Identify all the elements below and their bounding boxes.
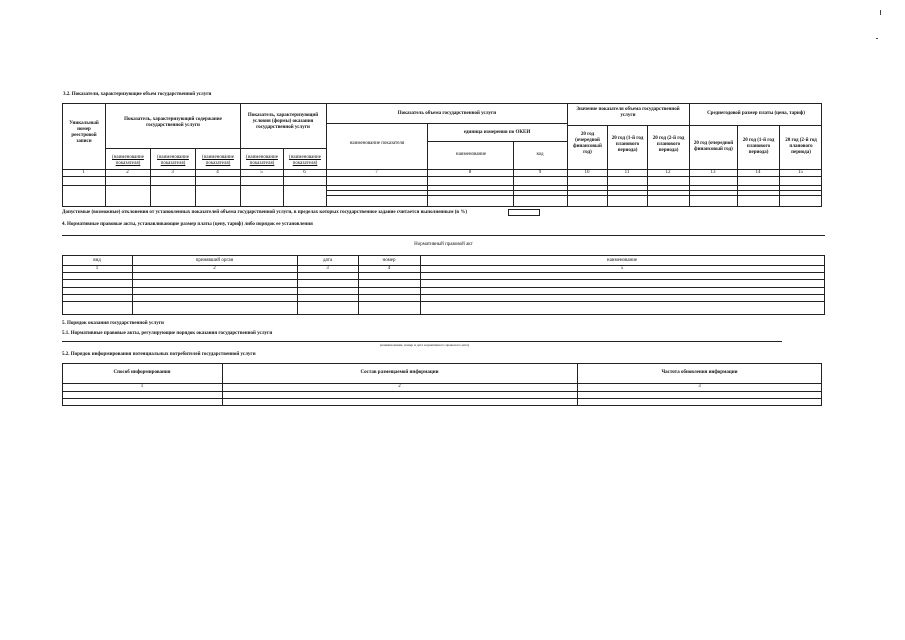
header-content: Показатель, характеризующий содержание государственной услуги (124, 117, 222, 128)
header-year-2: 20 год (2-й год планового периода) (652, 136, 685, 153)
col-number: 7 (375, 170, 378, 175)
header-okei-code: код (536, 152, 544, 157)
info-header-method: Способ информирования (113, 370, 171, 375)
col-number: 5 (620, 266, 624, 271)
header-reg-number: Уникальный номер реестровой записи (69, 121, 99, 144)
npa-table-title: Нормативный правовой акт (414, 242, 473, 247)
npa-header-name: наименование (606, 258, 638, 263)
col-number: 1 (82, 170, 85, 175)
volume-table (62, 103, 822, 207)
col-number: 4 (387, 266, 391, 271)
col-number: 5 (260, 170, 263, 175)
npa-header-number: номер (382, 258, 396, 263)
scan-mark (876, 38, 878, 39)
npa-header-authority: принявший орган (195, 258, 234, 263)
deviation-input-box[interactable] (508, 209, 540, 216)
col-number: 4 (216, 170, 219, 175)
col-number: 2 (213, 266, 216, 271)
npa-table (62, 235, 825, 315)
header-conditions: Показатель, характеризующий условия (формы) оказания государственной услуги (247, 113, 319, 130)
col-number: 2 (398, 384, 401, 389)
col-number: 1 (140, 384, 144, 389)
header-sub-name-5: (наименование показателя) (289, 155, 321, 166)
section-title: 3.2. Показатели, характеризующие объем государственной услуги (63, 92, 212, 97)
col-number: 12 (665, 170, 671, 175)
header-sub-name-4: (наименование показателя) (246, 155, 278, 166)
npa-header-type: вид (93, 258, 101, 263)
header-year-current: 20 год (очередной финансовый год) (573, 132, 602, 155)
section4-title: 4. Нормативные правовые акты, устанавливающие размер платы (цену, тариф) либо порядок ее установления (62, 222, 313, 227)
header-volume: Показатель объема государственной услуги (397, 111, 497, 116)
section5-1-underline (62, 341, 782, 342)
col-number: 11 (624, 170, 630, 175)
scan-mark (880, 10, 881, 15)
header-volume-values: Значение показателя объема государственной услуги (576, 107, 680, 118)
header-sub-name-1: (наименование показателя) (112, 155, 144, 166)
header-okei: единица измерения по ОКЕИ (463, 130, 531, 135)
col-number: 2 (126, 170, 129, 175)
header-fee-current: 20 год (очередной финансовый год) (693, 141, 734, 152)
col-number: 9 (538, 170, 542, 175)
header-year-1: 20 год (1-й год планового периода) (611, 136, 644, 153)
section5-2-title: 5.2. Порядок информирования потенциальных потребителей государственной услуги (62, 352, 256, 357)
header-indicator-name: наименование показателя (349, 141, 405, 146)
col-number: 1 (95, 266, 99, 271)
col-number: 3 (326, 266, 329, 271)
section5-1-title: 5.1. Нормативные правовые акты, регулирующие порядок оказания государственной услуги (62, 331, 273, 336)
npa-header-date: дата (322, 258, 333, 263)
header-avg-fee: Среднегодовой размер платы (цена, тариф) (707, 111, 805, 116)
header-okei-name: наименование (455, 152, 487, 157)
info-header-frequency: Частота обновления информации (661, 370, 738, 375)
col-number: 15 (798, 170, 803, 175)
col-number: 8 (468, 170, 472, 175)
info-table (62, 363, 822, 406)
header-sub-name-2: (наименование показателя) (157, 155, 189, 166)
col-number: 14 (755, 170, 761, 175)
deviation-text: Допустимые (возможные) отклонения от установленных показателей объема государственной услуги, в пределах которых государственное задание считается выполненным (в %) (62, 210, 468, 215)
col-number: 13 (710, 170, 716, 175)
section5-1-hint: (наименование, номер и дата нормативного правового акта) (380, 343, 470, 347)
col-number: 10 (584, 170, 590, 175)
col-number: 3 (698, 384, 701, 389)
col-number: 6 (303, 170, 306, 175)
col-number: 3 (171, 170, 174, 175)
header-fee-2: 20 год (2-й год планового периода) (785, 138, 817, 155)
header-sub-name-3: (наименование показателя) (202, 155, 234, 166)
header-fee-1: 20 год (1-й год планового периода) (742, 138, 775, 155)
info-header-content: Состав размещаемой информации (360, 370, 439, 375)
section5-title: 5. Порядок оказания государственной услуги (62, 321, 164, 326)
